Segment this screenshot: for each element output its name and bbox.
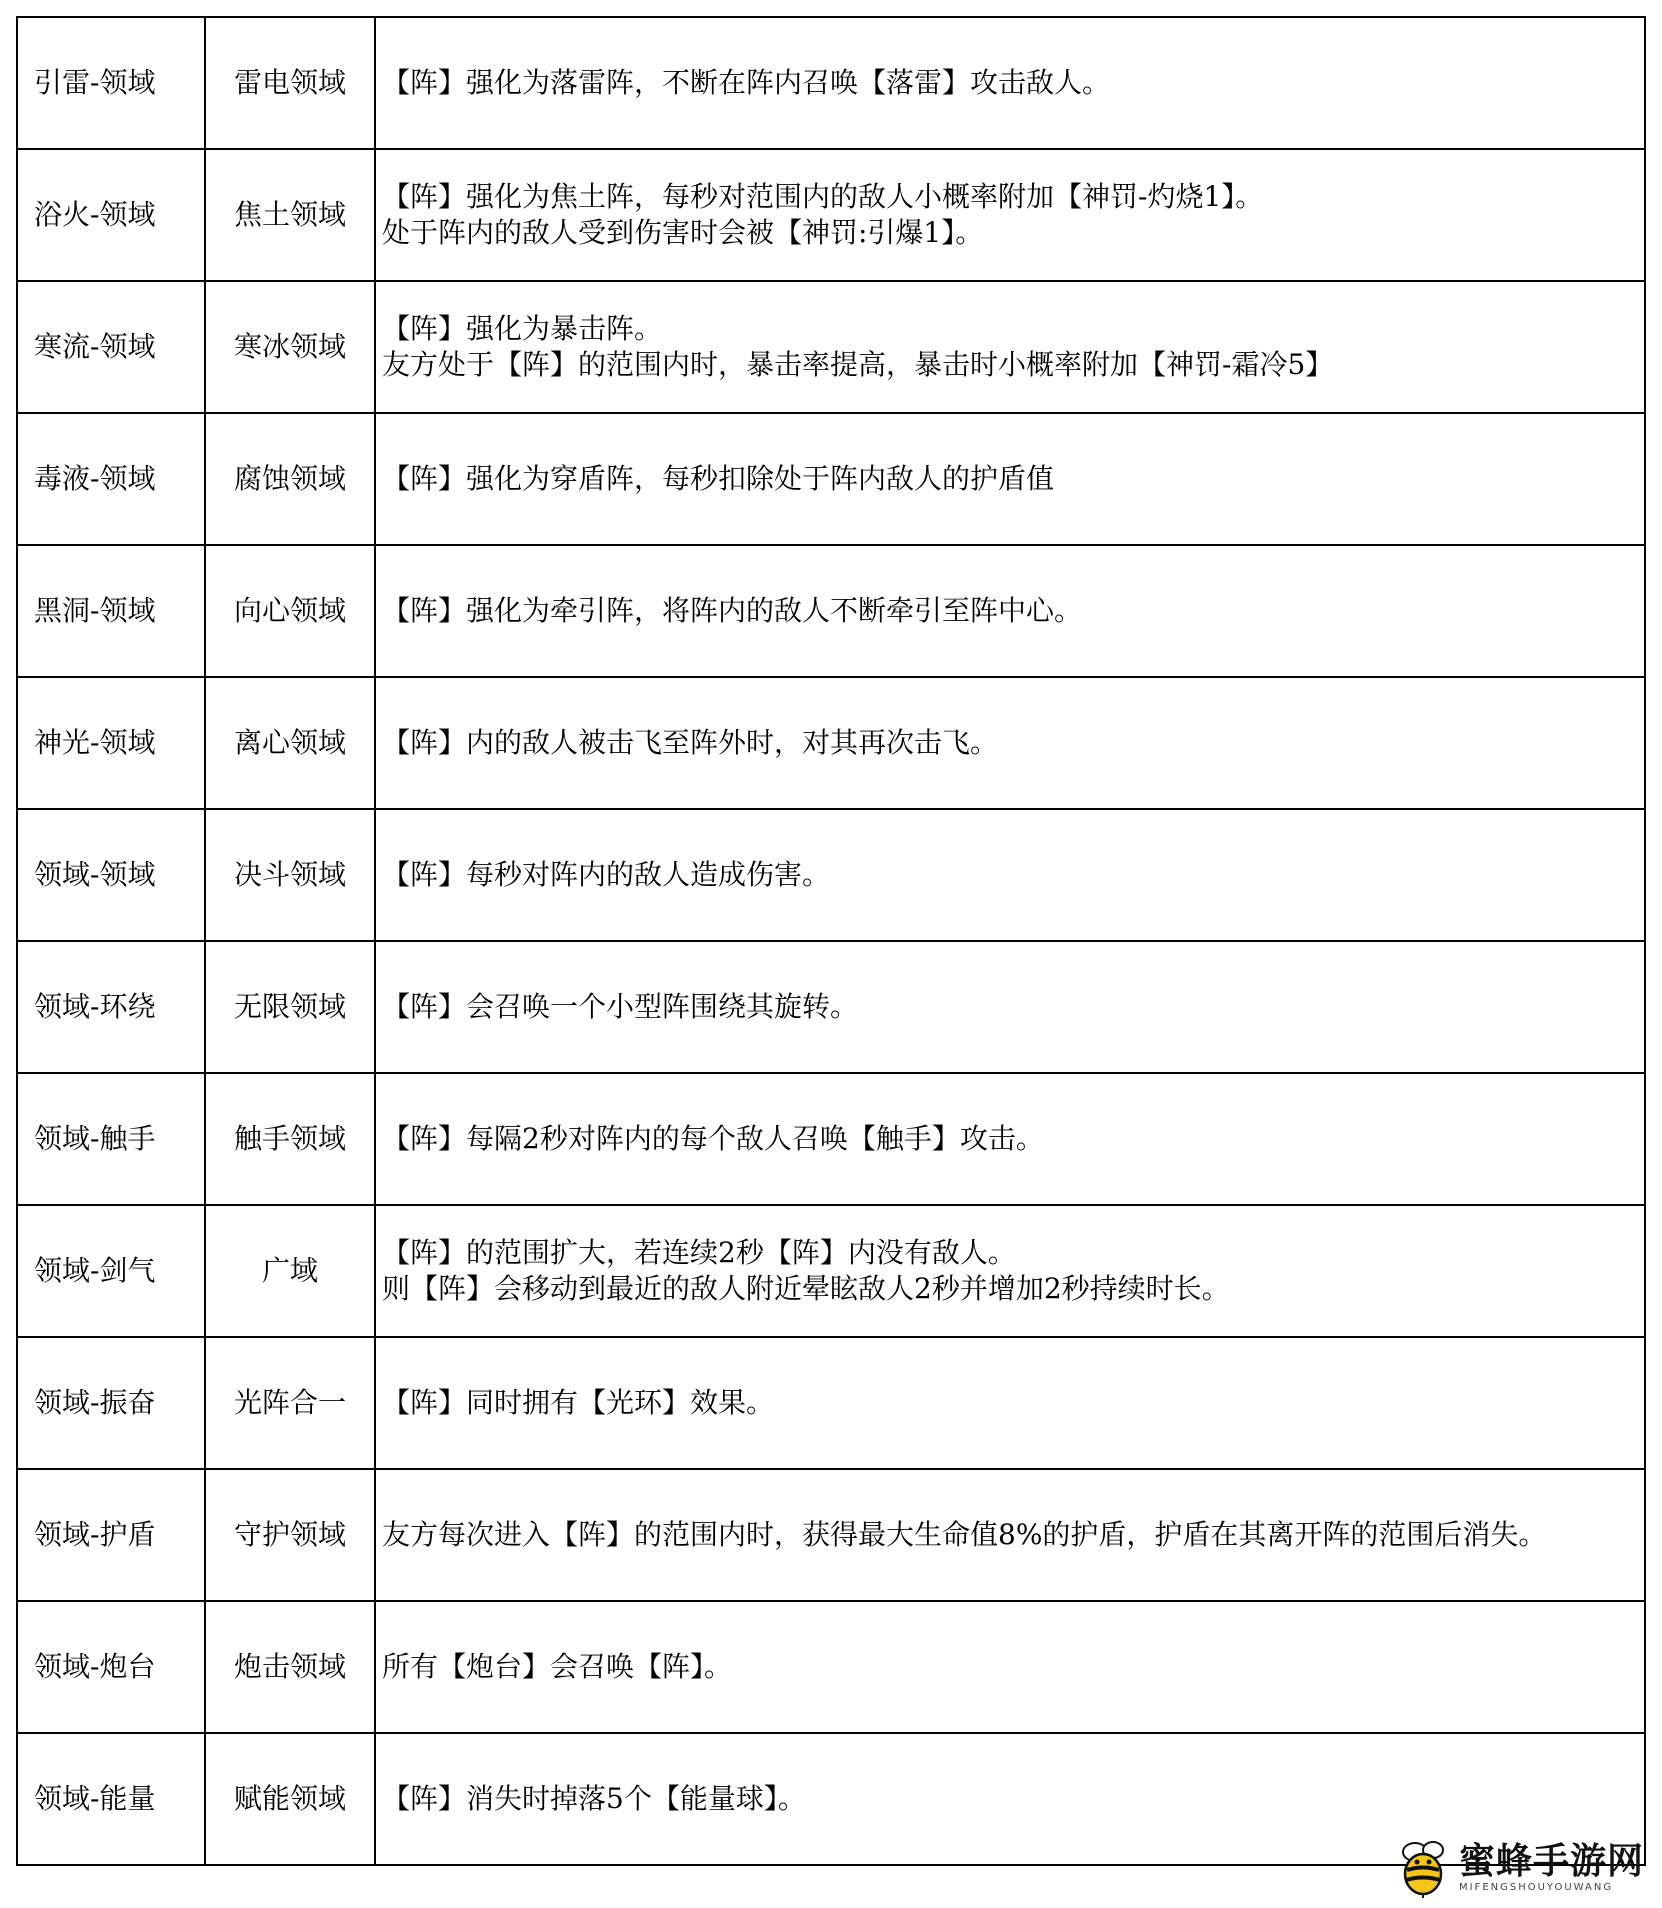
effect-line: 【阵】会召唤一个小型阵围绕其旋转。	[382, 990, 859, 1023]
skill-name-cell: 领域-振奋	[17, 1337, 205, 1469]
effect-line: 则【阵】会移动到最近的敌人附近晕眩敌人2秒并增加2秒持续时长。	[382, 1272, 1230, 1305]
effect-cell	[375, 413, 1645, 545]
skill-name-cell: 引雷-领域	[17, 17, 205, 149]
effect-line: 【阵】内的敌人被击飞至阵外时，对其再次击飞。	[382, 726, 999, 759]
effect-cell	[375, 545, 1645, 677]
table-row	[17, 809, 1645, 941]
table-row	[17, 1469, 1645, 1601]
skill-name-cell: 浴火-领域	[17, 149, 205, 281]
effect-line: 【阵】的范围扩大，若连续2秒【阵】内没有敌人。	[382, 1236, 1016, 1269]
skill-table-body	[17, 17, 1645, 1865]
table-row	[17, 281, 1645, 413]
effect-line: 所有【炮台】会召唤【阵】。	[382, 1650, 733, 1683]
skill-name-cell: 领域-领域	[17, 809, 205, 941]
domain-name-cell: 腐蚀领域	[205, 413, 375, 545]
skill-name-cell: 领域-护盾	[17, 1469, 205, 1601]
effect-cell	[375, 17, 1645, 149]
effect-cell	[375, 941, 1645, 1073]
skill-name-cell: 领域-触手	[17, 1073, 205, 1205]
skill-name-cell: 领域-能量	[17, 1733, 205, 1865]
domain-name-cell: 赋能领域	[205, 1733, 375, 1865]
table-row	[17, 1073, 1645, 1205]
table-row	[17, 1601, 1645, 1733]
effect-line: 【阵】强化为焦土阵，每秒对范围内的敌人小概率附加【神罚-灼烧1】。	[382, 180, 1264, 213]
table-row	[17, 149, 1645, 281]
effect-cell	[375, 1469, 1645, 1601]
effect-line: 【阵】强化为牵引阵，将阵内的敌人不断牵引至阵中心。	[382, 594, 1083, 627]
domain-name-cell: 离心领域	[205, 677, 375, 809]
effect-line: 【阵】消失时掉落5个【能量球】。	[382, 1782, 806, 1815]
table-row	[17, 1205, 1645, 1337]
domain-name-cell: 触手领域	[205, 1073, 375, 1205]
table-row	[17, 17, 1645, 149]
watermark-subtitle: MIFENGSHOUYOUWANG	[1458, 1882, 1614, 1893]
effect-line: 友方每次进入【阵】的范围内时，获得最大生命值8%的护盾，护盾在其离开阵的范围后消失。	[382, 1518, 1547, 1551]
table-row	[17, 413, 1645, 545]
skill-name-cell: 神光-领域	[17, 677, 205, 809]
effect-line: 【阵】每隔2秒对阵内的每个敌人召唤【触手】攻击。	[382, 1122, 1044, 1155]
domain-name-cell: 焦土领域	[205, 149, 375, 281]
table-row	[17, 545, 1645, 677]
effect-line: 【阵】同时拥有【光环】效果。	[382, 1386, 775, 1419]
skill-name-cell: 领域-剑气	[17, 1205, 205, 1337]
effect-cell	[375, 1205, 1645, 1337]
effect-line: 【阵】强化为落雷阵，不断在阵内召唤【落雷】攻击敌人。	[382, 66, 1111, 99]
effect-line: 【阵】强化为暴击阵。	[382, 312, 663, 345]
skill-name-cell: 黑洞-领域	[17, 545, 205, 677]
effect-cell	[375, 1337, 1645, 1469]
domain-name-cell: 决斗领域	[205, 809, 375, 941]
watermark-title: 蜜蜂手游网	[1458, 1841, 1644, 1882]
effect-line: 【阵】每秒对阵内的敌人造成伤害。	[382, 858, 831, 891]
domain-name-cell: 光阵合一	[205, 1337, 375, 1469]
effect-cell	[375, 1601, 1645, 1733]
domain-name-cell: 广域	[205, 1205, 375, 1337]
effect-cell	[375, 149, 1645, 281]
skill-name-cell: 领域-环绕	[17, 941, 205, 1073]
table-row	[17, 677, 1645, 809]
domain-name-cell: 寒冰领域	[205, 281, 375, 413]
domain-name-cell: 守护领域	[205, 1469, 375, 1601]
watermark	[1395, 1836, 1644, 1900]
skill-name-cell: 毒液-领域	[17, 413, 205, 545]
effect-line: 【阵】强化为穿盾阵，每秒扣除处于阵内敌人的护盾值	[382, 462, 1055, 495]
effect-cell	[375, 677, 1645, 809]
effect-cell	[375, 809, 1645, 941]
effect-line: 友方处于【阵】的范围内时，暴击率提高，暴击时小概率附加【神罚-霜冷5】	[382, 348, 1334, 381]
domain-name-cell: 炮击领域	[205, 1601, 375, 1733]
effect-cell	[375, 281, 1645, 413]
domain-name-cell: 无限领域	[205, 941, 375, 1073]
effect-cell	[375, 1073, 1645, 1205]
domain-name-cell: 雷电领域	[205, 17, 375, 149]
table-row	[17, 941, 1645, 1073]
domain-name-cell: 向心领域	[205, 545, 375, 677]
skill-table	[16, 16, 1646, 1866]
skill-name-cell: 寒流-领域	[17, 281, 205, 413]
bee-icon	[1395, 1838, 1451, 1898]
effect-line: 处于阵内的敌人受到伤害时会被【神罚:引爆1】。	[382, 216, 984, 249]
table-row	[17, 1337, 1645, 1469]
skill-name-cell: 领域-炮台	[17, 1601, 205, 1733]
